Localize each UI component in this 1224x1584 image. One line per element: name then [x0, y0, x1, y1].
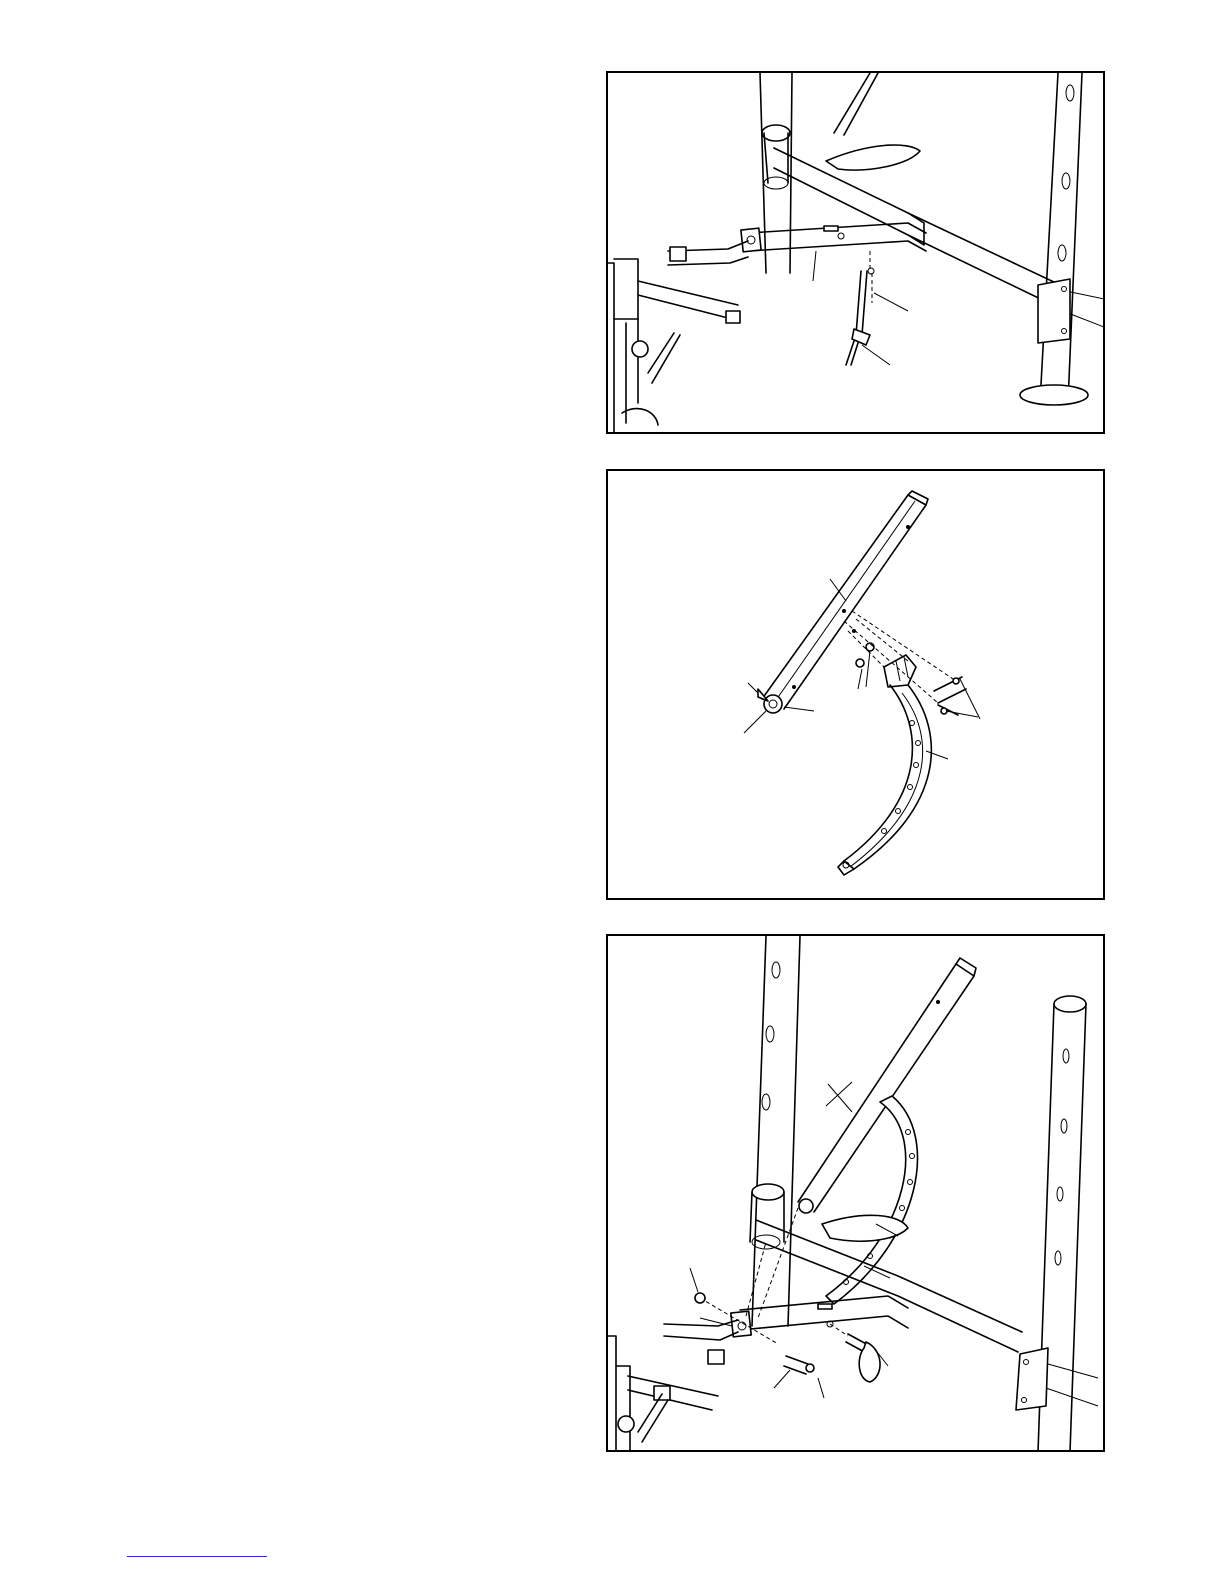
nut	[856, 659, 864, 667]
panel-1-drawing	[608, 73, 1105, 434]
pivot-bracket	[741, 228, 761, 252]
leader-line	[862, 345, 890, 365]
upright-bracket	[1016, 1348, 1048, 1410]
leader-line	[830, 579, 846, 601]
panel-2-drawing	[608, 471, 1105, 900]
nut	[695, 1293, 705, 1303]
footer-rule	[127, 1556, 267, 1557]
pull-pin-loop	[859, 1342, 880, 1382]
leader-line	[946, 679, 980, 719]
nut	[866, 643, 874, 651]
end-cap	[708, 1350, 724, 1364]
knob	[632, 341, 648, 357]
tube-top-cap	[1054, 996, 1086, 1012]
seat	[826, 145, 920, 170]
assembly-diagram-panel-3	[606, 934, 1105, 1452]
upright-collar	[762, 125, 790, 141]
leader-line	[744, 711, 766, 733]
tube-end-bushing	[764, 695, 782, 713]
leader-line	[926, 751, 948, 759]
leader-line	[828, 1084, 852, 1112]
assembly-diagram-panel-2	[606, 469, 1105, 900]
leader-line	[858, 651, 870, 689]
panel-3-drawing	[608, 936, 1105, 1452]
bolt-head	[806, 1364, 814, 1372]
base-foot	[1020, 385, 1088, 405]
assembly-diagram-panel-1	[606, 71, 1105, 434]
leader-line	[1068, 313, 1104, 327]
leader-line	[774, 1370, 824, 1398]
leader-line	[784, 707, 814, 711]
leader-line	[813, 251, 816, 281]
knob	[618, 1416, 634, 1432]
leader-line	[690, 1268, 698, 1292]
end-cap	[670, 247, 686, 261]
arrow-icon	[758, 689, 768, 701]
slot-plate	[824, 226, 838, 231]
leader-line	[874, 293, 908, 311]
